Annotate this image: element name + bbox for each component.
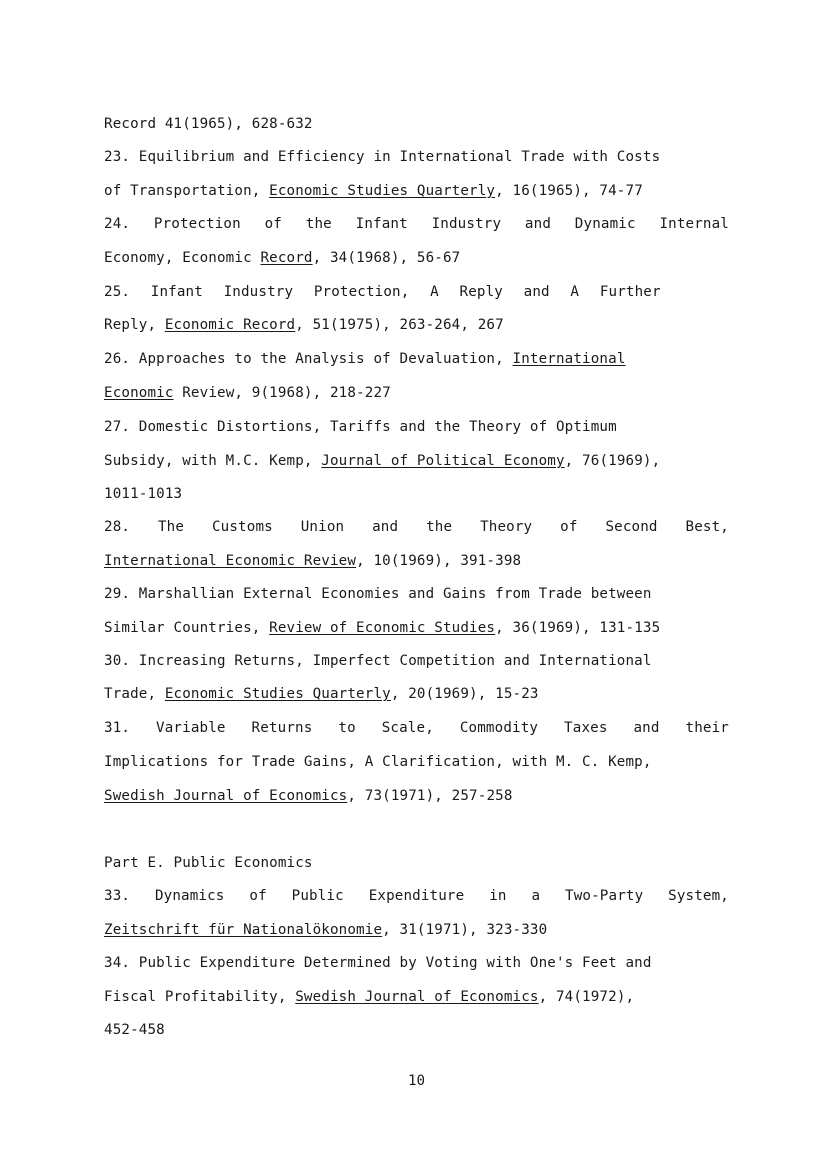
text-line [104, 315, 729, 335]
text-line [104, 383, 729, 403]
text-run: Part E. Public Economics [104, 855, 313, 871]
journal-title: Review of Economic Studies [269, 620, 496, 636]
text-line [104, 752, 729, 772]
page-number: 10 [408, 1073, 426, 1089]
text-line [104, 618, 729, 638]
text-run: 30. Increasing Returns, Imperfect Competition and International [104, 653, 652, 669]
text-run: , 20(1969), 15-23 [390, 686, 539, 702]
text-run: , 73(1971), 257-258 [347, 788, 513, 804]
text-line [104, 484, 729, 504]
text-run: , 16(1965), 74-77 [495, 183, 643, 199]
text-run: 25. Infant Industry Protection, A Reply and A Further [104, 284, 661, 300]
text-run: Record 41(1965), 628-632 [104, 116, 313, 132]
text-run: , 76(1969), [564, 453, 661, 469]
text-run: 26. Approaches to the Analysis of Devaluation, [104, 351, 513, 367]
text-line [104, 684, 729, 704]
entry-33-line [104, 886, 729, 906]
text-run: 27. Domestic Distortions, Tariffs and the Theory of Optimum [104, 419, 617, 435]
entry-24-line [104, 214, 729, 234]
text-run: Review, 9(1968), 218-227 [173, 385, 391, 401]
text-run: of Transportation, [104, 183, 270, 199]
section-heading [104, 853, 729, 873]
text-run: Similar Countries, [104, 620, 270, 636]
text-run: , 34(1968), 56-67 [312, 250, 461, 266]
text-run: 1011-1013 [104, 486, 183, 502]
text-run: 23. Equilibrium and Efficiency in International Trade with Costs [104, 149, 661, 165]
journal-title: Zeitschrift für Nationalökonomie [104, 922, 383, 938]
journal-title: Economic Studies Quarterly [269, 183, 496, 199]
entry-31-line [104, 718, 729, 738]
text-line [104, 987, 729, 1007]
entry-30-line [104, 651, 729, 671]
journal-title: Economic Record [164, 317, 296, 333]
text-run: 24. Protection of the Infant Industry and Dynamic Internal [104, 216, 729, 232]
entry-34-line [104, 953, 729, 973]
journal-title: International [512, 351, 626, 367]
text-run: , 10(1969), 391-398 [356, 553, 522, 569]
text-line [104, 920, 729, 940]
text-run: Reply, [104, 317, 165, 333]
journal-title: Journal of Political Economy [321, 453, 565, 469]
journal-title: Economic [104, 385, 174, 401]
entry-27-line [104, 417, 729, 437]
text-line [104, 1020, 729, 1040]
text-run: 29. Marshallian External Economies and Gains from Trade between [104, 586, 652, 602]
text-run: 452-458 [104, 1022, 165, 1038]
entry-23-line [104, 147, 729, 167]
text-run: 34. Public Expenditure Determined by Voting with One's Feet and [104, 955, 652, 971]
journal-title: International Economic Review [104, 553, 357, 569]
text-line [104, 181, 729, 201]
text-run: Trade, [104, 686, 165, 702]
text-line [104, 551, 729, 571]
text-run: , 74(1972), [538, 989, 635, 1005]
text-run: 33. Dynamics of Public Expenditure in a Two-Party System, [104, 888, 729, 904]
text-run: Fiscal Profitability, [104, 989, 296, 1005]
journal-title: Swedish Journal of Economics [104, 788, 348, 804]
text-line [104, 786, 729, 806]
entry-29-line [104, 584, 729, 604]
text-line [104, 114, 729, 134]
text-line [104, 248, 729, 268]
text-run: Implications for Trade Gains, A Clarification, with M. C. Kemp, [104, 754, 652, 770]
entry-25-line [104, 282, 712, 302]
journal-title: Record [260, 250, 313, 266]
text-line [104, 451, 729, 471]
text-run: , 36(1969), 131-135 [495, 620, 661, 636]
text-run: Economy, Economic [104, 250, 261, 266]
journal-title: Swedish Journal of Economics [295, 989, 539, 1005]
text-run: 28. The Customs Union and the Theory of Second Best, [104, 519, 729, 535]
text-run: , 31(1971), 323-330 [382, 922, 548, 938]
text-run: Subsidy, with M.C. Kemp, [104, 453, 322, 469]
entry-28-line [104, 517, 729, 537]
text-run: , 51(1975), 263-264, 267 [295, 317, 504, 333]
entry-26-line [104, 349, 729, 369]
journal-title: Economic Studies Quarterly [164, 686, 391, 702]
text-run: 31. Variable Returns to Scale, Commodity Taxes and their [104, 720, 729, 736]
